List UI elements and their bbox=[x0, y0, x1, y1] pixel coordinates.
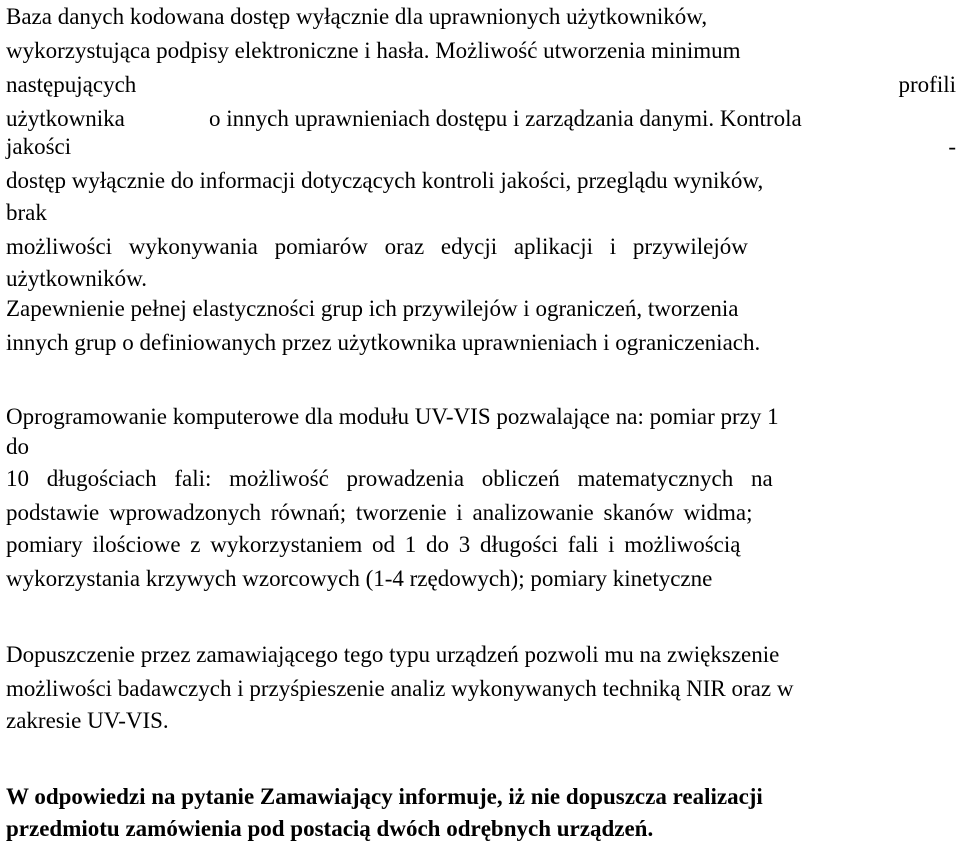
p1-line1: Baza danych kodowana dostęp wyłącznie dla uprawnionych użytkowników, bbox=[6, 4, 708, 29]
p1-line7: brak bbox=[6, 200, 47, 225]
p1-line9: użytkowników. bbox=[6, 266, 147, 291]
p3-line2: możliwości badawczych i przyśpieszenie analiz wykonywanych techniką NIR oraz w bbox=[6, 676, 794, 701]
p1-line4-right: o innych uprawnieniach dostępu i zarządzania danymi. Kontrola bbox=[209, 106, 802, 131]
p4-line2: przedmiotu zamówienia pod postacią dwóch odrębnych urządzeń. bbox=[6, 816, 654, 841]
p1-line5-right: - bbox=[948, 134, 956, 159]
p1-line5 bbox=[6, 134, 956, 160]
p1-line6: dostęp wyłącznie do informacji dotyczących kontroli jakości, przeglądu wyników, bbox=[6, 168, 764, 193]
p2-line2: do bbox=[6, 434, 29, 459]
p1-line5-left: jakości bbox=[6, 134, 72, 159]
p2-line3: 10 długościach fali: możliwość prowadzenia obliczeń matematycznych na bbox=[6, 466, 773, 491]
p1-line4-left: użytkownika bbox=[6, 106, 125, 131]
p2-line4: podstawie wprowadzonych równań; tworzenie i analizowanie skanów widma; bbox=[6, 500, 753, 525]
p3-line3: zakresie UV-VIS. bbox=[6, 708, 169, 733]
p2-line6: wykorzystania krzywych wzorcowych (1-4 rzędowych); pomiary kinetyczne bbox=[6, 566, 713, 591]
p3-line1: Dopuszczenie przez zamawiającego tego typu urządzeń pozwoli mu na zwiększenie bbox=[6, 642, 780, 667]
p1-line10: Zapewnienie pełnej elastyczności grup ich przywilejów i ograniczeń, tworzenia bbox=[6, 296, 739, 321]
p2-line5: pomiary ilościowe z wykorzystaniem od 1 do 3 długości fali i możliwością bbox=[6, 532, 741, 557]
p1-line3-right: profili bbox=[898, 72, 956, 97]
p1-line3-left: następujących bbox=[6, 72, 137, 97]
p2-line1: Oprogramowanie komputerowe dla modułu UV-VIS pozwalające na: pomiar przy 1 bbox=[6, 404, 779, 429]
p1-line8: możliwości wykonywania pomiarów oraz edycji aplikacji i przywilejów bbox=[6, 234, 748, 259]
p1-line2: wykorzystująca podpisy elektroniczne i hasła. Możliwość utworzenia minimum bbox=[6, 38, 741, 63]
p1-line3 bbox=[6, 72, 956, 98]
p4-line1: W odpowiedzi na pytanie Zamawiający informuje, iż nie dopuszcza realizacji bbox=[6, 784, 763, 809]
p1-line11: innych grup o definiowanych przez użytkownika uprawnieniach i ograniczeniach. bbox=[6, 330, 761, 355]
